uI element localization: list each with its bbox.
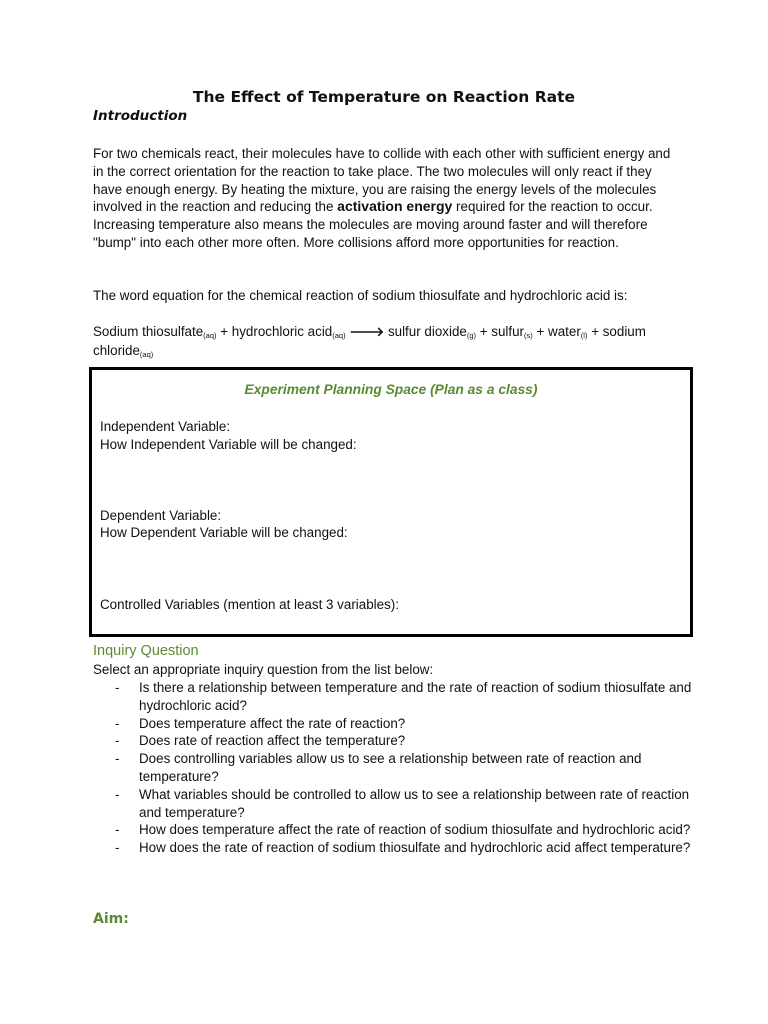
question-text: Does rate of reaction affect the temperature? bbox=[139, 733, 406, 749]
planning-box-title: Experiment Planning Space (Plan as a class) bbox=[244, 382, 538, 397]
list-item bbox=[93, 732, 693, 750]
intro-text-start: For two chemicals react, their molecules have to collide with each other with sufficient energy and in the correct orientation for the reaction to take place. The two molecules will only react if they have enough energy. By heating the mixture, you are raising the energy levels of the molecules involved in the reaction and reducing the bbox=[93, 146, 671, 215]
state-aq: (aq) bbox=[332, 331, 346, 340]
product-sulfur: + sulfur bbox=[476, 324, 525, 339]
dash-bullet: - bbox=[115, 786, 120, 802]
product-water: + water bbox=[532, 324, 581, 339]
reaction-arrow-icon: 🡒 bbox=[349, 325, 385, 340]
question-text: Is there a relationship between temperature and the rate of reaction of sodium thiosulfate and hydrochloric acid? bbox=[139, 680, 692, 713]
dash-bullet: - bbox=[115, 840, 120, 856]
dash-bullet: - bbox=[115, 751, 120, 767]
list-item bbox=[93, 750, 693, 786]
inquiry-question-list bbox=[93, 679, 693, 857]
page-title: The Effect of Temperature on Reaction Rate bbox=[192, 88, 576, 106]
experiment-planning-box bbox=[89, 367, 693, 637]
activation-energy-term: activation energy bbox=[337, 198, 453, 215]
list-item bbox=[93, 679, 693, 715]
equation-intro: The word equation for the chemical reaction of sodium thiosulfate and hydrochloric acid is: bbox=[93, 288, 628, 303]
aim-heading: Aim: bbox=[93, 911, 129, 927]
list-item bbox=[93, 786, 693, 822]
dash-bullet: - bbox=[115, 733, 120, 749]
intro-text-end: required for the reaction to occur. Increasing temperature also means the molecules are moving around faster and will therefore "bump" into each other more often. More collisions afford more opportunities for reaction. bbox=[93, 199, 653, 250]
dash-bullet: - bbox=[115, 715, 120, 731]
state-s: (s) bbox=[524, 331, 533, 340]
state-aq: (aq) bbox=[139, 349, 154, 359]
word-equation bbox=[93, 323, 678, 360]
product-sodium-chloride: + sodium chloride bbox=[93, 324, 646, 358]
dependent-change-label: How Dependent Variable will be changed: bbox=[100, 525, 348, 540]
question-text: How does the rate of reaction of sodium thiosulfate and hydrochloric acid affect temperature? bbox=[139, 840, 691, 856]
product-sulfur-dioxide: sulfur dioxide bbox=[384, 324, 467, 339]
dash-bullet: - bbox=[115, 680, 120, 695]
dash-bullet: - bbox=[115, 822, 120, 838]
reactant-hydrochloric-acid: + hydrochloric acid bbox=[216, 324, 333, 339]
list-item bbox=[93, 821, 693, 839]
question-text: Does temperature affect the rate of reaction? bbox=[139, 715, 406, 731]
state-l: (l) bbox=[580, 331, 588, 340]
question-text: Does controlling variables allow us to see a relationship between rate of reaction and temperature? bbox=[139, 751, 642, 784]
list-item bbox=[93, 715, 693, 733]
introduction-heading: Introduction bbox=[93, 108, 188, 124]
list-item bbox=[93, 839, 693, 857]
introduction-paragraph bbox=[93, 145, 678, 252]
question-text: How does temperature affect the rate of reaction of sodium thiosulfate and hydrochloric acid? bbox=[139, 822, 691, 838]
independent-change-label: How Independent Variable will be changed: bbox=[100, 437, 357, 452]
inquiry-lead-text: Select an appropriate inquiry question from the list below: bbox=[93, 662, 434, 677]
reactant-sodium-thiosulfate: Sodium thiosulfate bbox=[93, 324, 204, 339]
dependent-variable-label: Dependent Variable: bbox=[100, 508, 222, 523]
state-aq: (aq) bbox=[203, 331, 217, 340]
independent-variable-label: Independent Variable: bbox=[100, 419, 231, 434]
state-g: (g) bbox=[466, 331, 477, 340]
inquiry-question-heading: Inquiry Question bbox=[93, 643, 199, 659]
controlled-variables-label: Controlled Variables (mention at least 3 variables): bbox=[100, 597, 399, 612]
question-text: What variables should be controlled to allow us to see a relationship between rate of reaction and temperature? bbox=[139, 786, 690, 820]
